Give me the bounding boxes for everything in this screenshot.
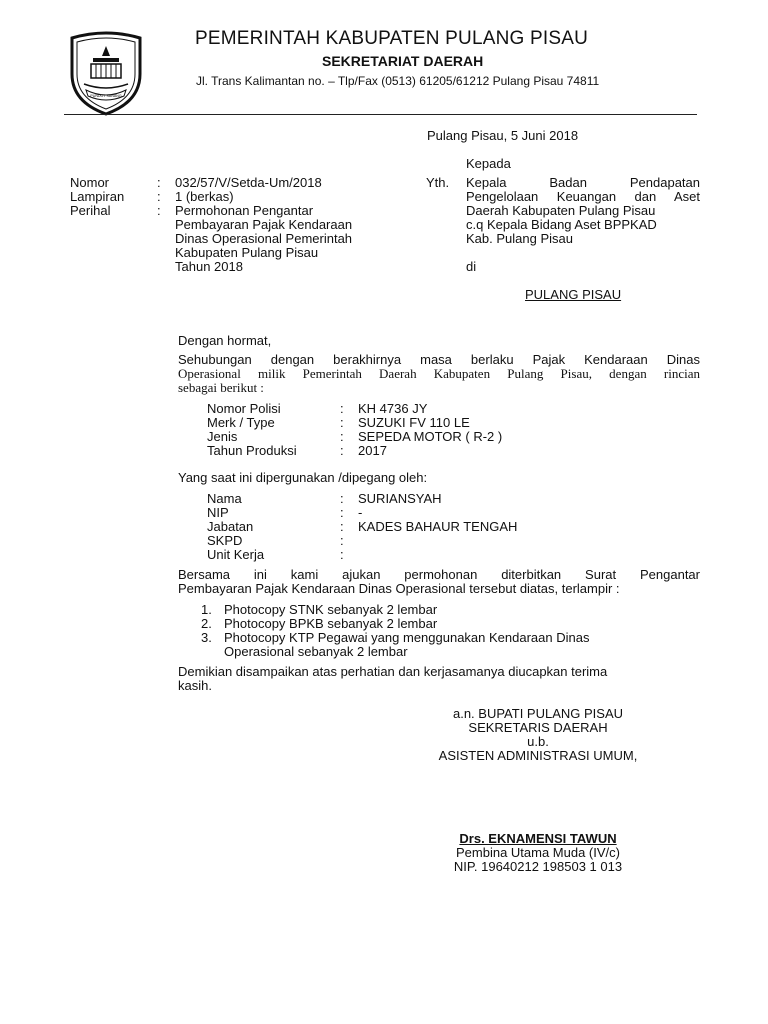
list-number: 2. [201,616,212,631]
vehicle-label: Nomor Polisi [207,401,281,416]
kepada-label: Kepada [466,156,511,171]
list-item: Photocopy KTP Pegawai yang menggunakan Kendaraan Dinas [224,630,590,645]
intro-paragraph-line: Operasional milik Pemerintah Daerah Kabupaten Pulang Pisau, dengan rincian [178,366,700,381]
closing-line: kasih. [178,678,212,693]
vehicle-label: Jenis [207,429,238,444]
recipient-city: PULANG PISAU [525,287,622,302]
perihal-continuation: Kabupaten Pulang Pisau [175,245,319,260]
holder-value: - [358,505,363,520]
regency-seal-logo [66,30,146,116]
signature-line: u.b. [527,734,549,749]
letterhead-subtitle: SEKRETARIAT DAERAH [322,53,484,69]
letterhead-divider [64,114,697,115]
vehicle-value: 2017 [358,443,387,458]
perihal-continuation: Tahun 2018 [175,259,243,274]
holder-value: SURIANSYAH [358,491,442,506]
meta-value: 032/57/V/Setda-Um/2018 [175,175,322,190]
signature-line: a.n. BUPATI PULANG PISAU [452,706,623,721]
yth-label: Yth. [426,175,450,190]
letterhead-title: PEMERINTAH KABUPATEN PULANG PISAU [195,28,589,49]
holder-label: Nama [207,491,242,506]
intro-paragraph-line: sebagai berikut : [178,380,264,395]
vehicle-label: Merk / Type [207,415,275,430]
signature-line: SEKRETARIS DAERAH [468,720,608,735]
signature-line: ASISTEN ADMINISTRASI UMUM, [438,748,638,763]
di-label: di [466,259,477,274]
meta-value: 1 (berkas) [175,189,234,204]
vehicle-colon: : [340,429,344,444]
closing-line: Demikian disampaikan atas perhatian dan kerjasamanya diucapkan terima [178,664,608,679]
holder-colon: : [340,505,344,520]
holder-label: Jabatan [207,519,254,534]
perihal-continuation: Dinas Operasional Pemerintah [175,231,353,246]
greeting: Dengan hormat, [178,333,272,348]
meta-colon: : [157,203,161,218]
intro-paragraph-line: Sehubungan dengan berakhirnya masa berlaku Pajak Kendaraan Dinas [178,352,700,367]
vehicle-colon: : [340,415,344,430]
meta-colon: : [157,189,161,204]
vehicle-value: SEPEDA MOTOR ( R-2 ) [358,429,503,444]
holder-colon: : [340,491,344,506]
meta-colon: : [157,175,161,190]
holder-colon: : [340,519,344,534]
holder-colon: : [340,547,344,562]
meta-label: Nomor [70,175,110,190]
list-item: Photocopy BPKB sebanyak 2 lembar [224,616,438,631]
meta-value: Permohonan Pengantar [175,203,314,218]
holder-value: KADES BAHAUR TENGAH [358,519,518,534]
place-date: Pulang Pisau, 5 Juni 2018 [427,128,579,143]
recipient-line: Daerah Kabupaten Pulang Pisau [466,203,656,218]
recipient-line: Kab. Pulang Pisau [466,231,573,246]
holder-label: Unit Kerja [207,547,265,562]
recipient-line: Pengelolaan Keuangan dan Aset [466,189,700,204]
vehicle-value: SUZUKI FV 110 LE [358,415,470,430]
meta-label: Perihal [70,203,111,218]
letterhead-address: Jl. Trans Kalimantan no. – Tlp/Fax (0513) 61205/61212 Pulang Pisau 74811 [196,74,600,88]
list-number: 3. [201,630,212,645]
list-item-continuation: Operasional sebanyak 2 lembar [224,644,408,659]
vehicle-colon: : [340,443,344,458]
list-number: 1. [201,602,212,617]
list-item: Photocopy STNK sebanyak 2 lembar [224,602,438,617]
holder-label: SKPD [207,533,243,548]
request-paragraph-line: Bersama ini kami ajukan permohonan diterbitkan Surat Pengantar [178,567,700,582]
svg-text:PUNDOT SANANG: PUNDOT SANANG [90,94,122,98]
meta-label: Lampiran [70,189,125,204]
vehicle-value: KH 4736 JY [358,401,428,416]
vehicle-label: Tahun Produksi [207,443,297,458]
recipient-line: Kepala Badan Pendapatan [466,175,700,190]
holder-colon: : [340,533,344,548]
perihal-continuation: Pembayaran Pajak Kendaraan [175,217,353,232]
signer-rank: Pembina Utama Muda (IV/c) [455,845,620,860]
holder-intro: Yang saat ini dipergunakan /dipegang oleh: [178,470,428,485]
recipient-line: c.q Kepala Bidang Aset BPPKAD [466,217,657,232]
signer-name: Drs. EKNAMENSI TAWUN [459,831,617,846]
vehicle-colon: : [340,401,344,416]
request-paragraph-line: Pembayaran Pajak Kendaraan Dinas Operasional tersebut diatas, terlampir : [178,581,620,596]
holder-label: NIP [207,505,229,520]
signer-nip: NIP. 19640212 198503 1 013 [453,859,623,874]
